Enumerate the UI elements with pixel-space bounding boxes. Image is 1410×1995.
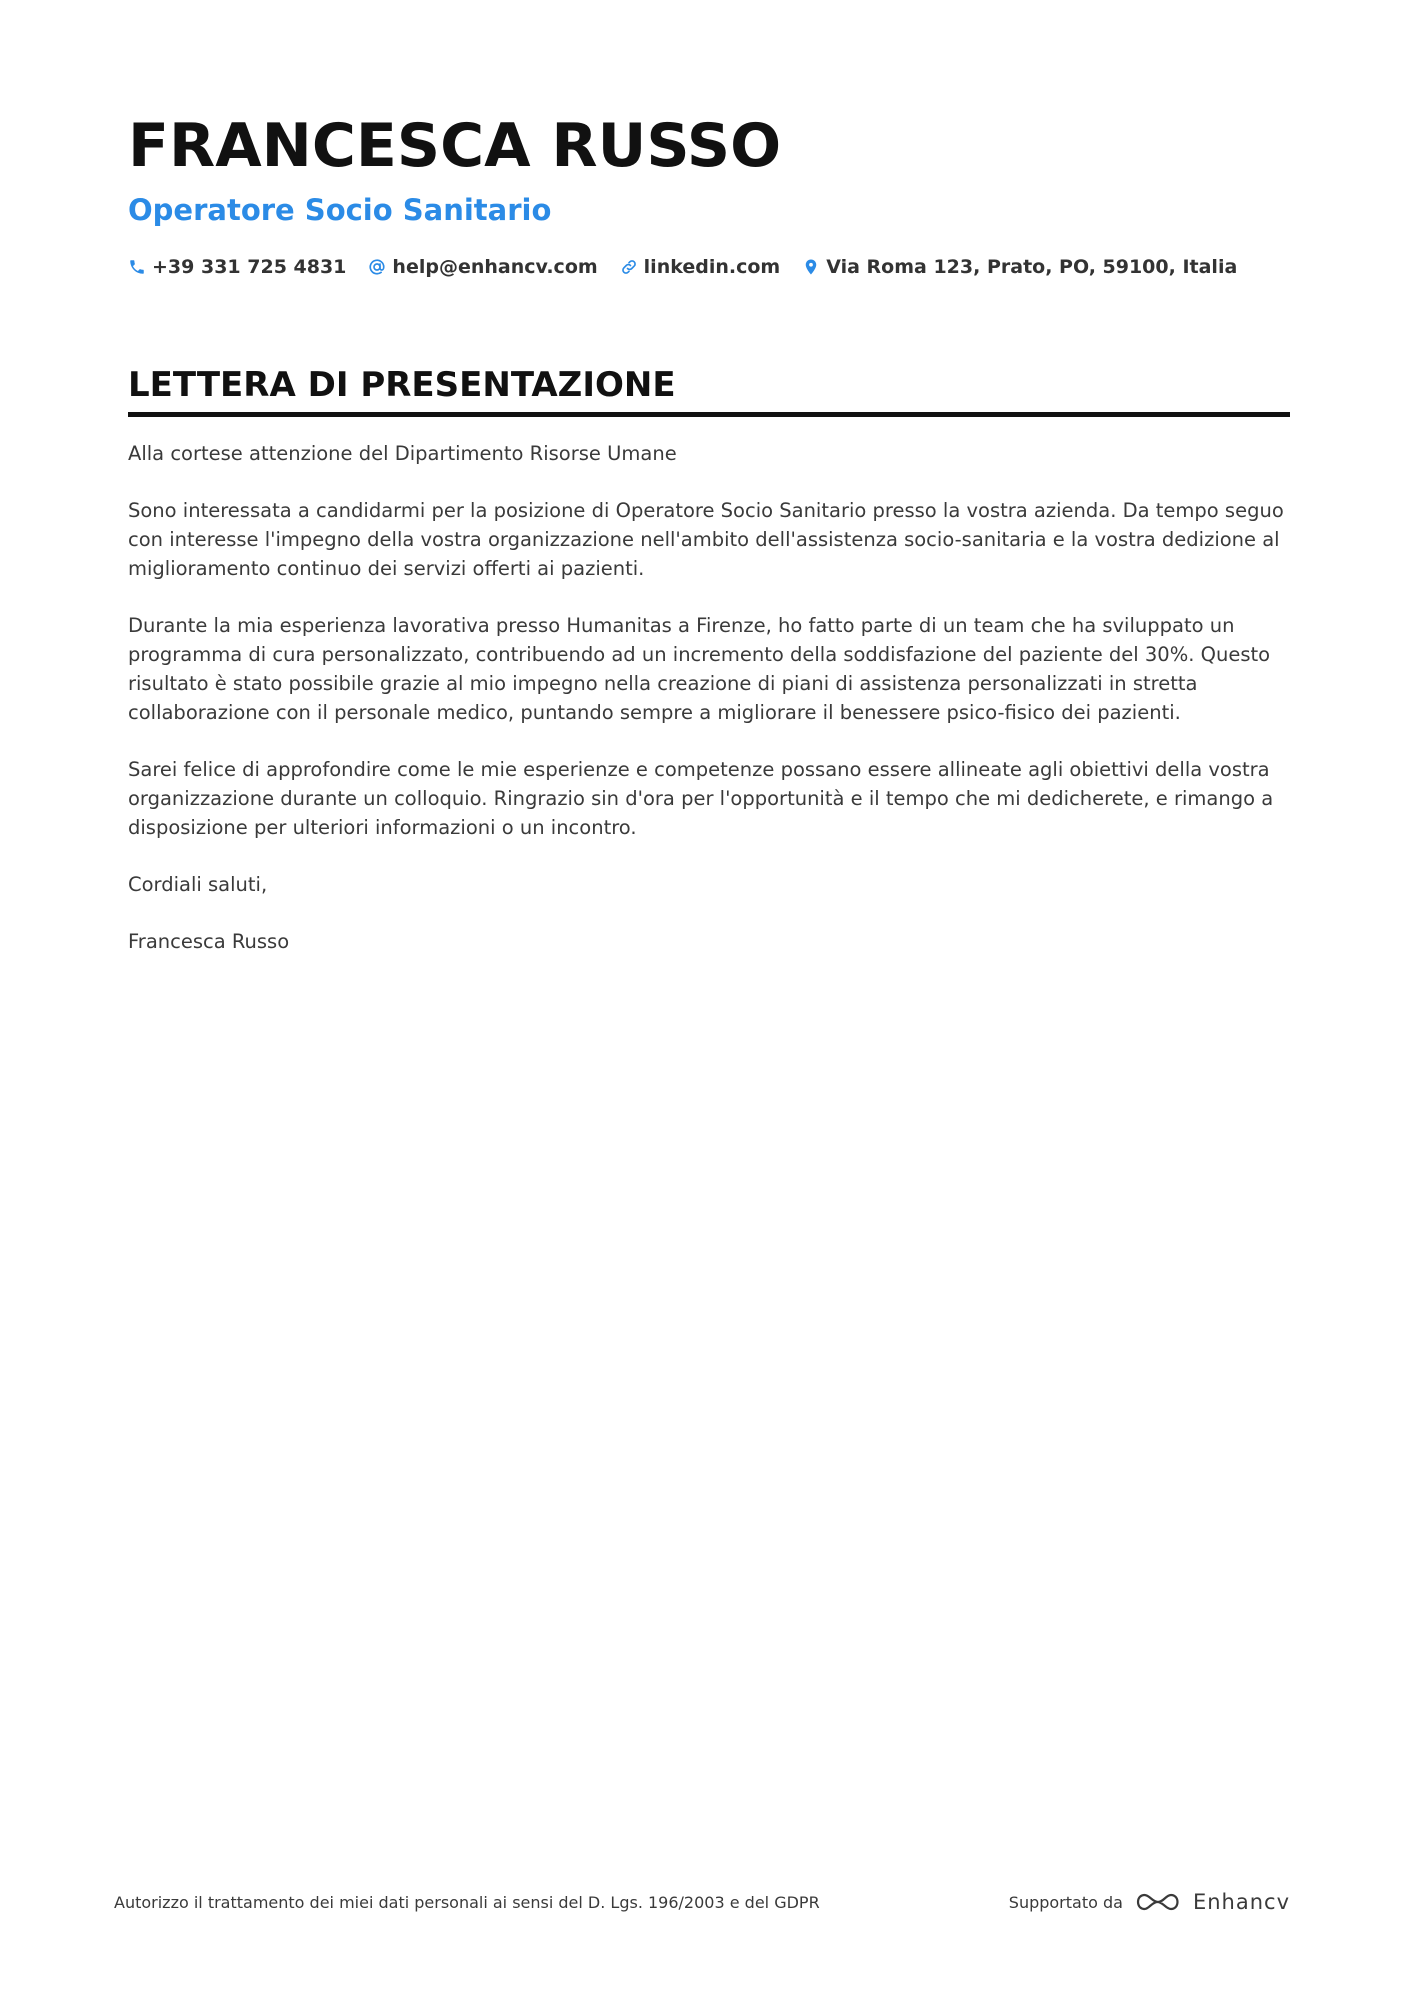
letter-signature: Francesca Russo — [128, 930, 290, 953]
letter-paragraph: Durante la mia esperienza lavorativa presso Humanitas a Firenze, ho fatto parte di un team che ha sviluppato un programma di cura personalizzato, contribuendo ad un incremento della soddisfazione del paziente del 30%. Questo risultato è stato possibile grazie al mio impegno nella creazione di piani di assistenza personalizzati in stretta collaborazione con il personale medico, puntando sempre a migliorare il benessere psico-fisico dei pazienti. — [128, 614, 1271, 724]
link-icon — [620, 258, 638, 276]
letter-paragraph: Sarei felice di approfondire come le mie esperienze e competenze possano essere allineate agli obiettivi della vostra organizzazione durante un colloquio. Ringrazio sin d'ora per l'opportunità e il tempo che mi dedicherete, e rimango a disposizione per ulteriori informazioni o un incontro. — [128, 758, 1274, 839]
email-text: help@enhancv.com — [392, 256, 598, 278]
phone-icon — [128, 258, 146, 276]
contact-address — [802, 256, 1237, 278]
privacy-consent: Autorizzo il trattamento dei miei dati personali ai sensi del D. Lgs. 196/2003 e del GDPR — [114, 1892, 820, 1912]
letter-greeting: Alla cortese attenzione del Dipartimento Risorse Umane — [128, 442, 677, 465]
contact-phone — [128, 256, 346, 278]
location-pin-icon — [802, 258, 820, 276]
contact-email — [368, 256, 597, 278]
letter-paragraph: Sono interessata a candidarmi per la posizione di Operatore Socio Sanitario presso la vostra azienda. Da tempo seguo con interesse l'impegno della vostra organizzazione nell'ambito dell'assistenza socio-sanitaria e la vostra dedizione al miglioramento continuo dei servizi offerti ai pazienti. — [128, 499, 1284, 580]
candidate-name: FRANCESCA RUSSO — [128, 111, 782, 181]
footer — [114, 1890, 1290, 1914]
letter-body — [128, 439, 1290, 956]
at-icon — [368, 258, 386, 276]
cover-letter-section — [128, 362, 1290, 984]
brand-name: Enhancv — [1192, 1890, 1290, 1914]
header — [128, 108, 1290, 278]
contact-linkedin — [620, 256, 781, 278]
section-title: LETTERA DI PRESENTAZIONE — [128, 362, 1290, 417]
powered-by-label: Supportato da — [1008, 1892, 1123, 1912]
powered-by[interactable] — [1009, 1890, 1290, 1914]
enhancv-logo-icon — [1135, 1890, 1181, 1914]
phone-text: +39 331 725 4831 — [152, 256, 347, 278]
letter-closing: Cordiali saluti, — [128, 873, 268, 896]
contact-bar — [128, 256, 1290, 278]
address-text: Via Roma 123, Prato, PO, 59100, Italia — [826, 256, 1238, 278]
job-title: Operatore Socio Sanitario — [128, 193, 552, 227]
linkedin-text: linkedin.com — [643, 256, 781, 278]
